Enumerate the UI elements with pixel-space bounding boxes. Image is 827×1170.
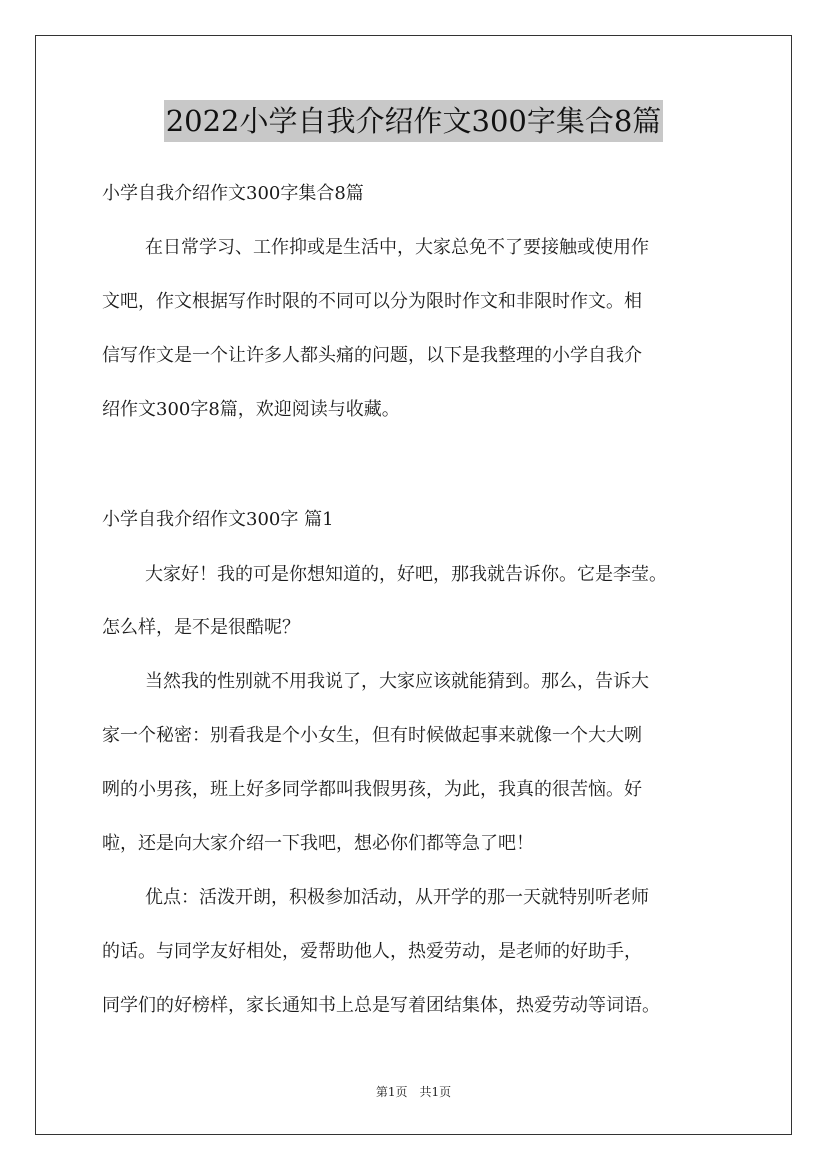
- paragraph-line: 怎么样，是不是很酷呢？: [102, 617, 300, 638]
- page-number-footer: 第1页 共1页: [375, 1085, 452, 1099]
- paragraph-line: 家一个秘密：别看我是个小女生，但有时候做起事来就像一个大大咧: [102, 725, 642, 746]
- subtitle: 小学自我介绍作文300字集合8篇: [102, 183, 364, 204]
- paragraph-line: 优点：活泼开朗，积极参加活动，从开学的那一天就特别听老师: [145, 887, 649, 908]
- paragraph-line: 在日常学习、工作抑或是生活中，大家总免不了要接触或使用作: [145, 237, 649, 258]
- section-heading: 小学自我介绍作文300字 篇1: [102, 509, 334, 530]
- paragraph-line: 的话。与同学友好相处，爱帮助他人，热爱劳动，是老师的好助手，: [102, 941, 642, 962]
- paragraph-line: 信写作文是一个让许多人都头痛的问题，以下是我整理的小学自我介: [102, 345, 642, 366]
- paragraph-line: 咧的小男孩，班上好多同学都叫我假男孩，为此，我真的很苦恼。好: [102, 779, 642, 800]
- paragraph-line: 啦，还是向大家介绍一下我吧，想必你们都等急了吧！: [102, 833, 534, 854]
- paragraph-line: 大家好！我的可是你想知道的，好吧，那我就告诉你。它是李莹。: [145, 564, 667, 585]
- paragraph-line: 同学们的好榜样，家长通知书上总是写着团结集体，热爱劳动等词语。: [102, 995, 660, 1016]
- paragraph-line: 当然我的性别就不用我说了，大家应该就能猜到。那么，告诉大: [145, 671, 649, 692]
- document-title: 2022小学自我介绍作文300字集合8篇: [164, 100, 664, 142]
- paragraph-line: 绍作文300字8篇，欢迎阅读与收藏。: [102, 399, 400, 420]
- title-container: [0, 100, 827, 142]
- paragraph-line: 文吧，作文根据写作时限的不同可以分为限时作文和非限时作文。相: [102, 291, 642, 312]
